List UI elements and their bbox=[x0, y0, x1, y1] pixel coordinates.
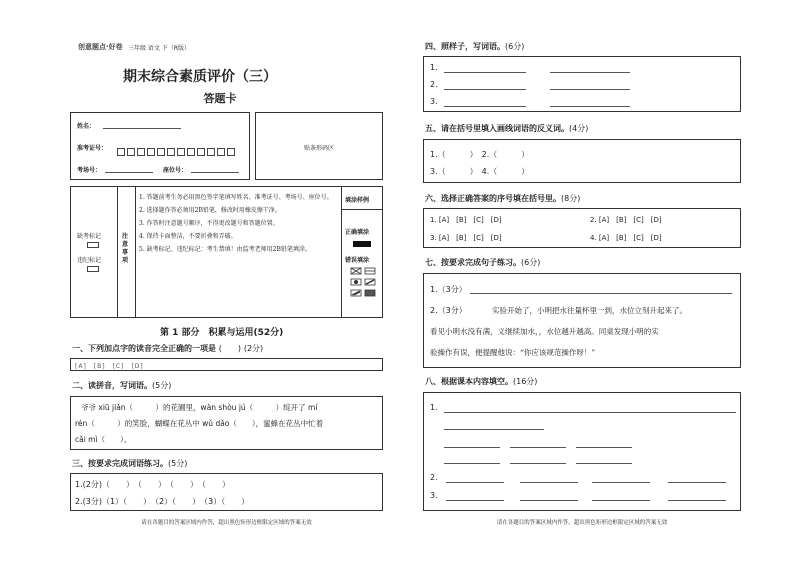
q4-label-1: 1. bbox=[430, 63, 438, 72]
brand-logo: 创意题点·好卷 bbox=[78, 43, 123, 51]
q8-blank-1f[interactable] bbox=[444, 463, 500, 464]
q7-row-1: 1.（3分） bbox=[430, 285, 467, 294]
q6-row-1[interactable]: 1. [A] [B] [C] [D] bbox=[430, 216, 502, 224]
q6-points: (8分) bbox=[561, 194, 581, 203]
footer-note-right: 请在各题目的答案区域内作答，超出黑色矩形边框限定区域的答案无效 bbox=[496, 520, 668, 526]
q1-points: (2分) bbox=[243, 344, 264, 353]
notice-item: 4. 保持卡面整洁，不要折叠和弄破。 bbox=[139, 233, 237, 240]
notice-box bbox=[70, 186, 383, 318]
q4-blank-1a[interactable] bbox=[444, 72, 526, 73]
q8-blank-1c[interactable] bbox=[444, 447, 500, 448]
q4-answer-box bbox=[423, 56, 741, 112]
q3-answer-box bbox=[70, 473, 383, 511]
q7-answer-box bbox=[423, 273, 741, 368]
q6-row-2[interactable]: 2. [A] [B] [C] [D] bbox=[590, 216, 662, 224]
page-title: 期末综合素质评价（三） bbox=[123, 69, 277, 85]
q4-blank-2b[interactable] bbox=[550, 89, 630, 90]
q8-blank-1e[interactable] bbox=[576, 447, 632, 448]
exam-no-boxes[interactable] bbox=[117, 141, 237, 160]
q8-blank-1g[interactable] bbox=[510, 463, 566, 464]
q2-line-3[interactable]: cǎi mì（ ）。 bbox=[75, 435, 132, 444]
q8-blank-3c[interactable] bbox=[592, 500, 650, 501]
q3-text: 三、按要求完成词语练习。 bbox=[72, 459, 168, 468]
sample-title: 填涂样例 bbox=[345, 197, 370, 204]
q4-text: 四、照样子，写词语。 bbox=[425, 42, 505, 51]
q3-row-2[interactable]: 2.(3分)（1）（ ） （2）（ ） （3）（ ） bbox=[75, 497, 250, 506]
q7-points: (6分) bbox=[521, 258, 541, 267]
exam-no-label: 准考证号： bbox=[77, 145, 108, 152]
notice-item: 3. 作答时注意题号顺序，不得更改题号和答题位置。 bbox=[139, 220, 279, 227]
absent-mark-label: 缺考标记 bbox=[77, 233, 102, 240]
q8-text: 八、根据课本内容填空。 bbox=[425, 377, 513, 386]
seat-input[interactable] bbox=[191, 172, 239, 173]
q5-answer-box bbox=[423, 139, 741, 183]
q1-blank: ( ) bbox=[218, 344, 242, 353]
notice-title: 注意事项 bbox=[122, 233, 129, 264]
violation-mark-box bbox=[87, 266, 99, 272]
q4-blank-1b[interactable] bbox=[550, 72, 630, 73]
q1-text: 一、下列加点字的读音完全正确的一项是 bbox=[72, 344, 216, 353]
q8-blank-3d[interactable] bbox=[668, 500, 726, 501]
q4-label-3: 3. bbox=[430, 97, 438, 106]
exam-room-input[interactable] bbox=[105, 172, 153, 173]
q3-title bbox=[72, 458, 187, 469]
absent-mark-box bbox=[87, 242, 99, 248]
exam-room-label: 考场号： bbox=[77, 167, 102, 174]
q5-row-1[interactable]: 1.（ ） 2.（ ） bbox=[430, 150, 530, 159]
q4-label-2: 2. bbox=[430, 80, 438, 89]
q6-answer-box bbox=[423, 208, 741, 248]
part1-title: 第 1 部分 积累与运用(52分) bbox=[160, 328, 284, 338]
q2-line-2[interactable]: rén（ ）的笑脸，蝴蝶在花丛中 wǔ dǎo（ ），蜜蜂在花丛中忙着 bbox=[75, 419, 324, 428]
q5-title bbox=[425, 123, 588, 134]
q4-points: (6分) bbox=[505, 42, 525, 51]
q8-blank-1b[interactable] bbox=[444, 429, 544, 430]
q7-row-4[interactable]: 验操作有误，便提醒他说：“你应该规范操作呀！” bbox=[430, 348, 596, 357]
q8-points: (16分) bbox=[513, 377, 538, 386]
q4-blank-3a[interactable] bbox=[444, 106, 526, 107]
q7-title bbox=[425, 257, 540, 268]
q2-title bbox=[72, 380, 171, 391]
q5-row-2[interactable]: 3.（ ） 4.（ ） bbox=[430, 167, 530, 176]
footer-note-left: 请在各题目的答案区域内作答，超出黑色矩形边框限定区域的答案无效 bbox=[141, 520, 312, 526]
q5-points: (4分) bbox=[569, 124, 589, 133]
q8-blank-2d[interactable] bbox=[668, 482, 726, 483]
q1-answer-box bbox=[70, 358, 383, 371]
page-subtitle: 答题卡 bbox=[203, 92, 237, 105]
q4-blank-2a[interactable] bbox=[444, 89, 526, 90]
violation-mark-label: 违纪标记 bbox=[77, 257, 102, 264]
q8-blank-2c[interactable] bbox=[592, 482, 650, 483]
q1-title bbox=[72, 343, 263, 354]
correct-fill-sample bbox=[353, 241, 371, 247]
q4-blank-3b[interactable] bbox=[550, 106, 630, 107]
q8-title bbox=[425, 376, 537, 387]
q8-blank-3a[interactable] bbox=[446, 500, 504, 501]
wrong-fill-label: 错误填涂 bbox=[345, 257, 370, 264]
barcode-area bbox=[255, 112, 383, 180]
q2-text: 二、读拼音，写词语。 bbox=[72, 381, 152, 390]
notice-item: 5. 缺考标记、违纪标记：考生禁填！由监考老师用2B铅笔填涂。 bbox=[139, 246, 311, 253]
q7-row-3[interactable]: 看见小明水没有满，义继续加水，，水位越升越高。同桌发现小明的实 bbox=[430, 327, 659, 336]
q8-answer-box bbox=[423, 392, 741, 511]
notice-item: 1. 答题前考生务必用黑色签字笔填写姓名、准考证号、考场号、座位号。 bbox=[139, 194, 333, 201]
q1-options[interactable]: [A] [B] [C] [D] bbox=[75, 363, 144, 370]
q3-points: (5分) bbox=[168, 459, 188, 468]
q8-blank-1a[interactable] bbox=[444, 412, 736, 413]
notice-item: 2. 选择题作答必须用2B铅笔，修改时用橡皮擦干净。 bbox=[139, 207, 281, 214]
correct-fill-label: 正确填涂 bbox=[345, 229, 370, 236]
q4-title bbox=[425, 41, 524, 52]
seat-label: 座位号： bbox=[163, 167, 188, 174]
q2-answer-box bbox=[70, 396, 383, 450]
q8-blank-1h[interactable] bbox=[576, 463, 632, 464]
q5-text: 五、请在括号里填入画线词语的反义词。 bbox=[425, 124, 569, 133]
grade-subject: 三年级 语文 下（R版） bbox=[128, 45, 190, 52]
q6-row-4[interactable]: 4. [A] [B] [C] [D] bbox=[590, 234, 662, 242]
q8-label-1: 1. bbox=[430, 403, 438, 412]
student-info-box bbox=[70, 112, 250, 180]
q7-text: 七、按要求完成句子练习。 bbox=[425, 258, 521, 267]
q8-label-3: 3. bbox=[430, 491, 438, 500]
q7-row-2-text[interactable]: 实验开始了，小明把水往量杯里一到，水位立刻升起来了。 bbox=[492, 306, 687, 315]
q6-title bbox=[425, 193, 580, 204]
q8-blank-2b[interactable] bbox=[520, 482, 578, 483]
q2-points: (5分) bbox=[152, 381, 172, 390]
notice-list bbox=[139, 193, 337, 255]
q8-blank-2a[interactable] bbox=[446, 482, 504, 483]
q8-blank-1d[interactable] bbox=[510, 447, 566, 448]
wrong-fill-samples bbox=[349, 267, 379, 297]
barcode-label: 贴条形码区 bbox=[303, 145, 334, 152]
q8-label-2: 2. bbox=[430, 473, 438, 482]
q7-row-2-label: 2.（3分） bbox=[430, 306, 467, 315]
q8-blank-3b[interactable] bbox=[520, 500, 578, 501]
q7-blank-1[interactable] bbox=[470, 293, 732, 294]
q6-row-3[interactable]: 3. [A] [B] [C] [D] bbox=[430, 234, 502, 242]
name-input[interactable] bbox=[103, 128, 181, 129]
q2-line-1[interactable]: 爷爷 xiū jiǎn（ ）的花圃里，wàn shòu jú（ ）绽开了 mí bbox=[81, 403, 318, 412]
q6-text: 六、选择正确答案的序号填在括号里。 bbox=[425, 194, 561, 203]
name-label: 姓名： bbox=[77, 123, 96, 130]
q3-row-1[interactable]: 1.(2分)（ ） （ ） （ ） （ ） bbox=[75, 480, 230, 489]
